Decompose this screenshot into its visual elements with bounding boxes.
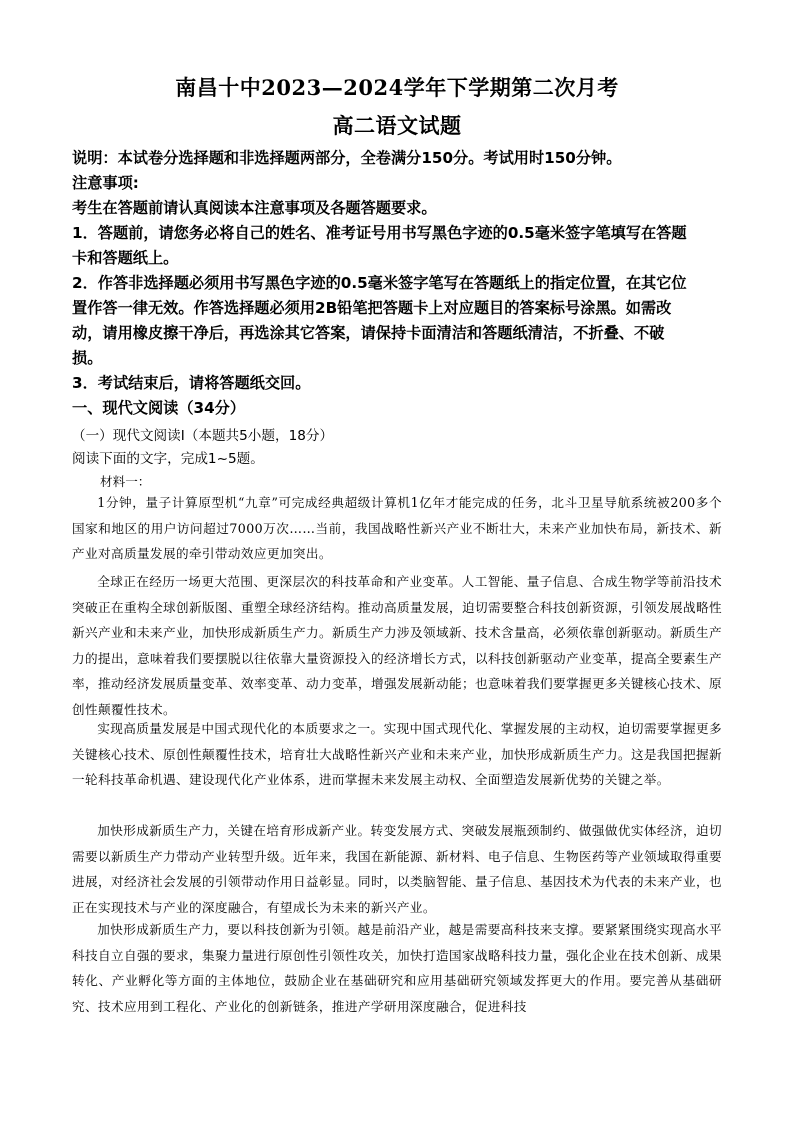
notice-item-1-line-2: 卡和答题纸上。 xyxy=(72,249,179,267)
notice-item-2-line-4: 损。 xyxy=(72,349,103,367)
sub-section-heading: （一）现代文阅读Ⅰ（本题共5小题，18分） xyxy=(72,428,334,444)
paragraph-4: 加快形成新质生产力，关键在培育形成新产业。转变发展方式、突破发展瓶颈制约、做强做优实体经济，迫切需要以新质生产力带动产业转型升级。近年来，我国在新能源、新材料、电子信息、生物医药等产业领域取得重要进展，对经济社会发展的引领带动作用日益彰显。同时，以类脑智能、量子信息、基因技术为代表的未来产业，也正在实现技术与产业的深度融合，有望成长为未来的新兴产业。 xyxy=(72,823,722,915)
notice-heading: 注意事项: xyxy=(72,174,139,192)
reading-direction: 阅读下面的文字，完成1~5题。 xyxy=(72,451,264,467)
paragraph-2: 全球正在经历一场更大范围、更深层次的科技革命和产业变革。人工智能、量子信息、合成生物学等前沿技术突破正在重构全球创新版图、重塑全球经济结构。推动高质量发展，迫切需要整合科技创新资源，引领发展战略性新兴产业和未来产业，加快形成新质生产力。新质生产力涉及领域新、技术含量高，必须依靠创新驱动。新质生产力的提出，意味着我们要摆脱以往依靠大量资源投入的经济增长方式，以科技创新驱动产业变革，提高全要素生产率，推动经济发展质量变革、效率变革、动力变革，增强发展新动能；也意味着我们要掌握更多关键核心技术、原创性颠覆性技术。 xyxy=(72,574,722,717)
instructions-note: 说明：本试卷分选择题和非选择题两部分，全卷满分150分。考试用时150分钟。 xyxy=(72,149,622,167)
paragraph-3: 实现高质量发展是中国式现代化的本质要求之一。实现中国式现代化、掌握发展的主动权，迫切需要掌握更多关键核心技术、原创性颠覆性技术，培育壮大战略性新兴产业和未来产业，加快形成新质生产力。这是我国把握新一轮科技革命机遇、建设现代化产业体系，进而掌握未来发展主动权、全面塑造发展新优势的关键之举。 xyxy=(72,721,722,788)
notice-item-2-line-1: 2．作答非选择题必须用书写黑色字迹的0.5毫米签字笔写在答题纸上的指定位置，在其它位 xyxy=(72,274,687,292)
exam-title: 南昌十中2023—2024学年下学期第二次月考 xyxy=(175,75,619,100)
notice-item-2-line-2: 置作答一律无效。作答选择题必须用2B铅笔把答题卡上对应题目的答案标号涂黑。如需改 xyxy=(72,299,672,317)
section-heading: 一、现代文阅读（34分） xyxy=(72,399,246,417)
paragraph-1: 1分钟，量子计算原型机“九章”可完成经典超级计算机1亿年才能完成的任务，北斗卫星导航系统被200多个国家和地区的用户访问超过7000万次……当前，我国战略性新兴产业不断壮大，未来产业加快布局，新技术、新产业对高质量发展的牵引带动效应更加突出。 xyxy=(72,495,722,562)
notice-item-1-line-1: 1．答题前，请您务必将自己的姓名、准考证号用书写黑色字迹的0.5毫米签字笔填写在答题 xyxy=(72,224,687,242)
material-label: 材料一： xyxy=(100,474,151,489)
exam-subtitle: 高二语文试题 xyxy=(332,113,462,138)
notice-item-2-line-3: 动，请用橡皮擦干净后，再选涂其它答案，请保持卡面清洁和答题纸清洁，不折叠、不破 xyxy=(72,324,665,342)
notice-item-3: 3．考试结束后，请将答题纸交回。 xyxy=(72,374,311,392)
notice-intro: 考生在答题前请认真阅读本注意事项及各题答题要求。 xyxy=(72,199,437,217)
paragraph-5: 加快形成新质生产力，要以科技创新为引领。越是前沿产业，越是需要高科技来支撑。要紧紧围绕实现高水平科技自立自强的要求，集聚力量进行原创性引领性攻关，加快打造国家战略科技力量，强化企业在技术创新、成果转化、产业孵化等方面的主体地位，鼓励企业在基础研究和应用基础研究领域发挥更大的作用。要完善从基础研究、技术应用到工程化、产业化的创新链条，推进产学研用深度融合，促进科技 xyxy=(72,922,722,1014)
